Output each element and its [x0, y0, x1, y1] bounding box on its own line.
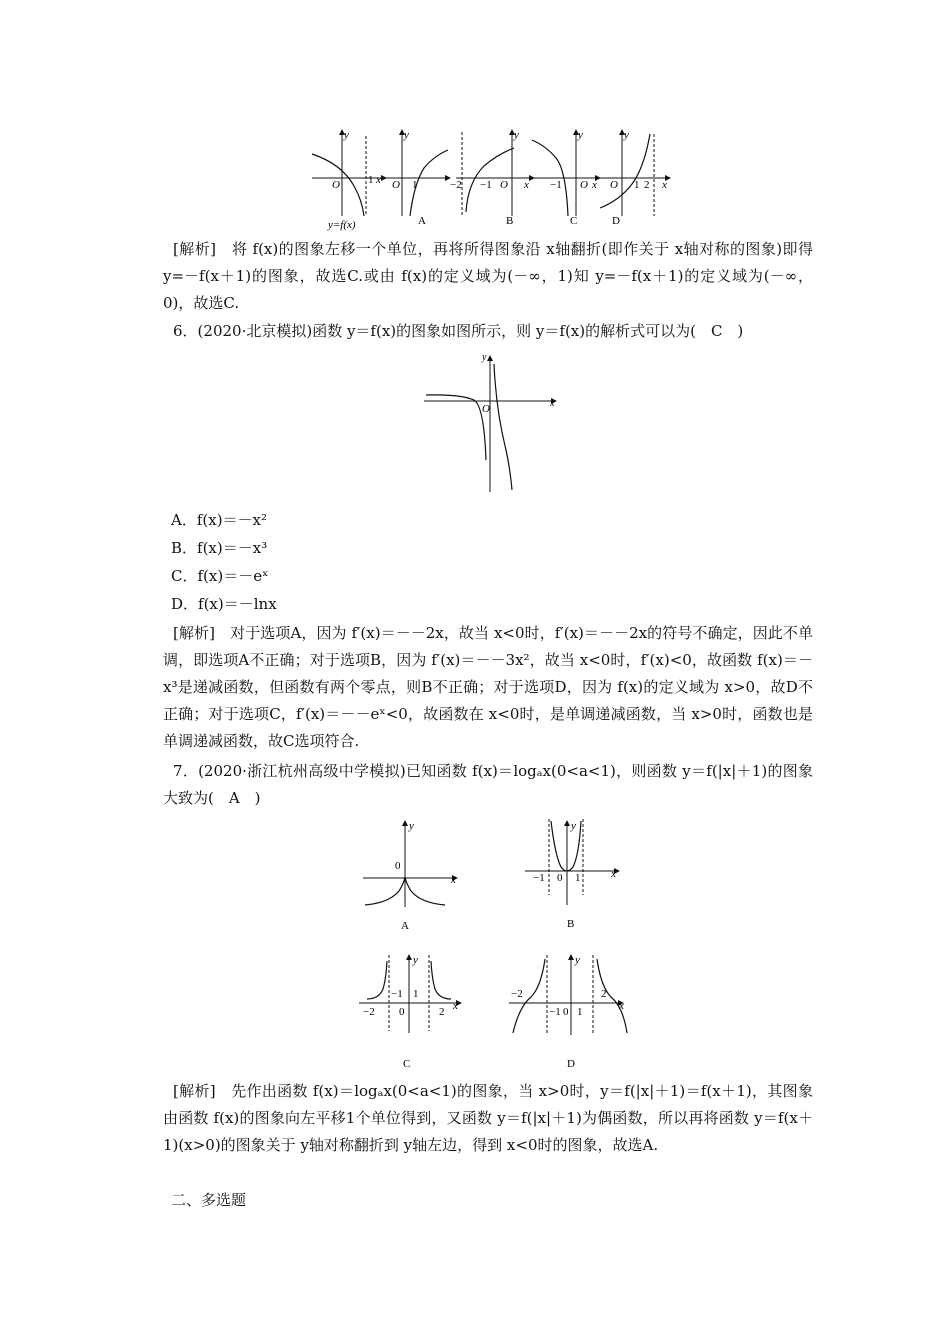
- option-a-label: A: [401, 920, 409, 932]
- q6-stem: 6．(2020·北京模拟)函数 y＝f(x)的图象如图所示，则 y＝f(x)的解析式可以为( C ): [173, 322, 744, 340]
- tick-label: −1: [549, 1006, 561, 1018]
- q7-figure: [355, 815, 630, 1077]
- axis-y-label: y: [514, 129, 519, 141]
- origin-label: O: [392, 179, 400, 191]
- q7-graph-a: [363, 820, 457, 932]
- tick-label: −1: [533, 872, 545, 884]
- axis-y-label: y: [578, 129, 583, 141]
- option-a-label: A: [418, 215, 426, 227]
- q5-analysis: [解析] 将 f(x)的图象左移一个单位，再将所得图象沿 x轴翻折(即作关于 x轴对称的图象)即得 y=－f(x＋1)的图象，故选C.或由 f(x)的定义域为(－∞，1)知 y=－f(x＋1)的定义域为(－∞，0)，故选C.: [163, 240, 813, 312]
- axis-y-label: y: [409, 820, 414, 832]
- tick-label: 1: [368, 174, 374, 186]
- q5-figure: [308, 124, 672, 230]
- q5-graph-original: [312, 129, 386, 231]
- axis-x-label: x: [662, 179, 667, 191]
- axis-y-label: y: [571, 820, 576, 832]
- q6-option-d: D．f(x)＝－lnx: [171, 595, 277, 613]
- axis-x-label: x: [376, 174, 381, 186]
- q6-curve-left: [426, 395, 486, 460]
- tick-label: 1: [634, 179, 640, 191]
- axis-x-label: x: [619, 1000, 624, 1012]
- origin-label: O: [610, 179, 618, 191]
- axis-x-label: x: [451, 874, 456, 886]
- section-heading: 二、多选题: [171, 1191, 247, 1209]
- tick-label: 1: [413, 988, 419, 1000]
- tick-label: 1: [575, 872, 581, 884]
- tick-label: 2: [601, 988, 607, 1000]
- q7-graph-b: [525, 819, 619, 930]
- option-c-label: C: [570, 215, 578, 227]
- q6-curve-right: [494, 364, 512, 490]
- q6-figure: [420, 350, 560, 495]
- q5-graph-d: [600, 129, 670, 227]
- axis-x-label: x: [550, 398, 555, 409]
- tick-label: −1: [550, 179, 562, 191]
- origin-label: O: [482, 403, 490, 415]
- axis-y-label: y: [404, 129, 409, 141]
- axis-y-label: y: [344, 129, 349, 141]
- axis-x-label: x: [611, 868, 616, 880]
- option-c-label: C: [403, 1058, 411, 1070]
- origin-label: O: [332, 179, 340, 191]
- q7-analysis: [解析] 先作出函数 f(x)＝logₐx(0<a<1)的图象，当 x>0时，y＝f(|x|＋1)＝f(x＋1)，其图象由函数 f(x)的图象向左平移1个单位得到，又函数 y＝f(|x|＋1)为偶函数，所以再将函数 y＝f(x＋1)(x>0)的图象关于 y轴对称翻折到 y轴左边，得到 x<0时的图象，故选A.: [163, 1082, 813, 1154]
- axis-x-label: x: [524, 179, 529, 191]
- axis-y-label: y: [575, 954, 580, 966]
- tick-label: −2: [363, 1006, 375, 1018]
- axis-y-label: y: [482, 352, 487, 363]
- axis-y-label: y: [413, 954, 418, 966]
- tick-label: 0: [557, 872, 563, 884]
- tick-label: 1: [412, 179, 418, 191]
- q6-analysis: [解析] 对于选项A，因为 f′(x)＝－－2x，故当 x<0时，f′(x)＝－－2x的符号不确定，因此不单调，即选项A不正确；对于选项B，因为 f′(x)＝－－3x²，故当 x<0时，f′(x)<0，故函数 f(x)＝－x³是递减函数，但函数有两个零点，则B不正确；对于选项D，因为 f(x)的定义域为 x>0，故D不正确；对于选项C，f′(x)＝－－eˣ<0，故函数在 x<0时，是单调递减函数，当 x>0时，函数也是单调递减函数，故C选项符合.: [163, 624, 813, 750]
- q5-graph-a: [386, 129, 450, 227]
- option-b-label: B: [567, 918, 575, 930]
- tick-label: 1: [577, 1006, 583, 1018]
- tick-label: 2: [644, 179, 650, 191]
- option-d-label: D: [567, 1058, 575, 1070]
- q7-graph-d: [509, 954, 627, 1070]
- q5-graph-c: [532, 129, 600, 227]
- q6-option-a: A．f(x)＝－x²: [171, 511, 268, 529]
- tick-label: 0: [563, 1006, 569, 1018]
- tick-label: 0: [399, 1006, 405, 1018]
- option-d-label: D: [612, 215, 620, 227]
- tick-label: −2: [511, 988, 523, 1000]
- origin-label: O: [580, 179, 588, 191]
- tick-label: −1: [391, 988, 403, 1000]
- tick-label: 0: [395, 860, 401, 872]
- tick-label: 2: [439, 1006, 445, 1018]
- tick-label: −2: [450, 179, 462, 191]
- q7-stem: 7．(2020·浙江杭州高级中学模拟)已知函数 f(x)＝logₐx(0<a<1)，则函数 y＝f(|x|＋1)的图象大致为( A ): [163, 762, 813, 807]
- tick-label: −1: [480, 179, 492, 191]
- caption-original: y=f(x): [328, 219, 356, 231]
- q7-graph-c: [359, 954, 461, 1070]
- axis-x-label: x: [453, 1000, 458, 1012]
- origin-label: O: [500, 179, 508, 191]
- axis-x-label: x: [592, 179, 597, 191]
- q6-option-c: C．f(x)＝－eˣ: [171, 567, 269, 585]
- axis-y-label: y: [624, 129, 629, 141]
- option-b-label: B: [506, 215, 514, 227]
- q5-graph-b: [450, 129, 534, 227]
- q6-option-b: B．f(x)＝－x³: [171, 539, 268, 557]
